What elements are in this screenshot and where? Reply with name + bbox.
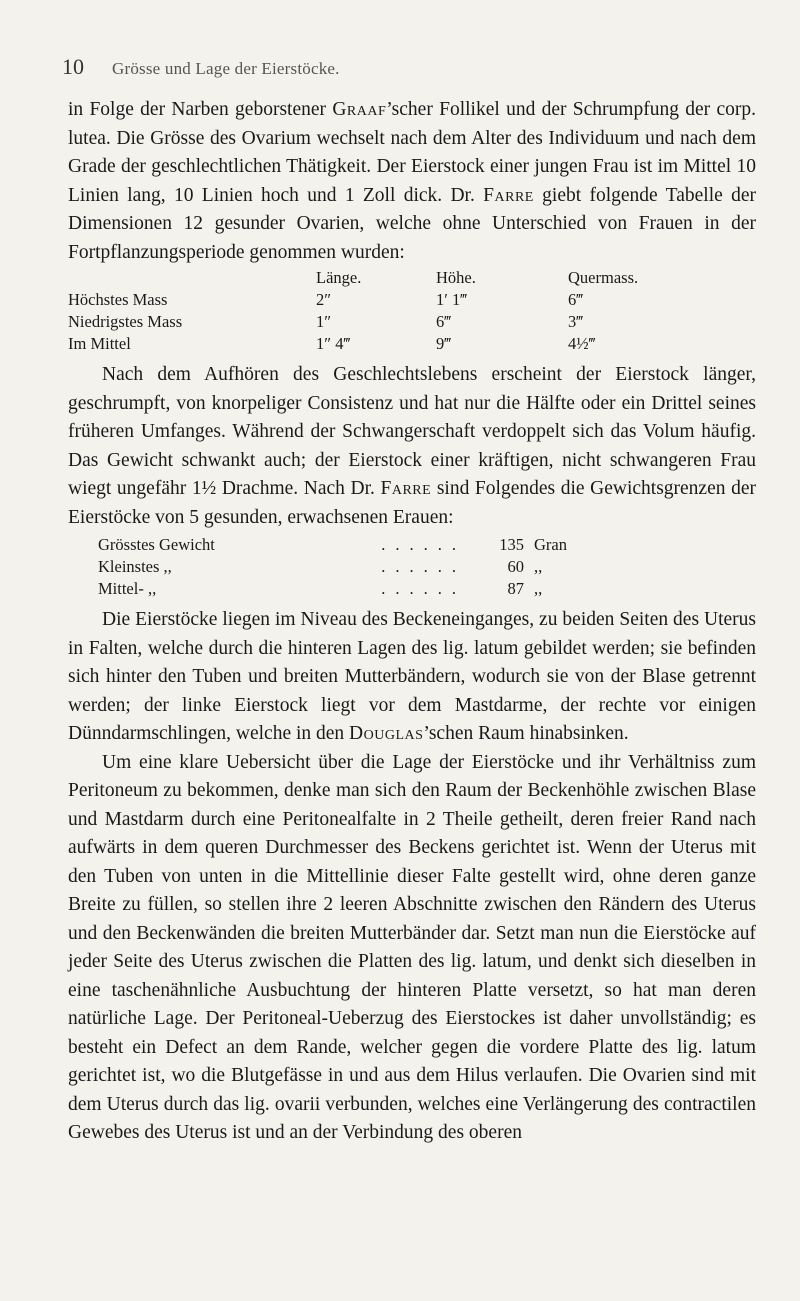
- table-row: [98, 578, 594, 600]
- page-number: 10: [62, 54, 84, 79]
- author-name-graaf: Graaf: [332, 99, 387, 120]
- row-label: Kleinstes ,,: [98, 557, 172, 576]
- table-row: [68, 333, 648, 355]
- table-row: [98, 556, 594, 578]
- row-label: Mittel- ,,: [98, 579, 157, 598]
- weight-unit: Gran: [534, 535, 567, 554]
- leader-dots: ......: [381, 557, 466, 576]
- cell-hoehe: 6‴: [436, 312, 452, 331]
- weight-value: 135: [499, 535, 524, 554]
- paragraph-3: Die Eierstöcke liegen im Niveau des Beckeneinganges, zu beiden Seiten des Uterus in Falten, welche durch die hinteren Lagen des lig. latum gebildet werden; sie befinden sich hinter den Tuben und breiten Mutterbändern, wodurch sie von der Blase getrennt werden; der linke Eierstock liegt vor dem Mastdarme, der rechte vor einigen Dünndarmschlingen, welche in den Douglas’schen Raum hinabsinken.: [68, 609, 756, 744]
- cell-laenge: 1″ 4‴: [316, 334, 351, 353]
- leader-dots: ......: [381, 579, 466, 598]
- cell-quermass: 6‴: [568, 290, 584, 309]
- page-header: [62, 54, 752, 80]
- author-name-farre: Farre: [380, 478, 432, 499]
- running-title: Grösse und Lage der Eierstöcke.: [112, 59, 340, 78]
- weight-value: 87: [507, 579, 524, 598]
- row-label: Im Mittel: [68, 334, 131, 353]
- paragraph-4: Um eine klare Uebersicht über die Lage der Eierstöcke und ihr Verhältniss zum Peritoneum zu bekommen, denke man sich den Raum der Beckenhöhle zwischen Blase und Mastdarm durch eine Peritonealfalte in 2 Theile getheilt, deren freier Rand nach aufwärts in dem queren Durchmesser des Beckens gerichtet ist. Wenn der Uterus mit den Tuben von unten in die Mittellinie dieser Falte gestellt wird, ohne deren ganze Breite zu füllen, so stellen ihre 2 leeren Abschnitte zwischen den Rändern des Uterus und den Beckenwänden die breiten Mutterbänder dar. Setzt man nun die Eierstöcke auf jeder Seite des Uterus zwischen die Platten des lig. latum, und denkt sich dieselben in eine taschenähnliche Ausbuchtung der hinteren Platte versetzt, so hat man deren natürliche Lage. Der Peritoneal-Ueberzug des Eierstockes ist daher unvollständig; es besteht ein Defect an dem Rande, welcher gegen die vordere Platte des lig. latum gerichtet ist, wo die Blutgefässe in und aus dem Hilus verlaufen. Die Ovarien sind mit dem Uterus durch das lig. ovarii verbunden, welches eine Verlängerung des contractilen Gewebes des Uterus ist und an der Verbindung des oberen: [68, 751, 756, 1143]
- author-name-farre: Farre: [483, 184, 534, 206]
- table-row: [68, 289, 648, 311]
- row-label: Niedrigstes Mass: [68, 312, 183, 331]
- header-quermass: Quermass.: [568, 268, 639, 287]
- paragraph-2: Nach dem Aufhören des Geschlechtslebens erscheint der Eierstock länger, geschrumpft, von knorpeliger Consistenz und hat nur die Hälfte oder ein Drittel seines früheren Umfanges. Während der Schwangerschaft verdoppelt sich das Volum häufig. Das Gewicht schwankt auch; der Eierstock einer kräftigen, nicht schwangeren Frau wiegt ungefähr 1½ Drachme. Nach Dr. Farre sind Folgendes die Gewichtsgrenzen der Eierstöcke von 5 gesunden, erwachsenen Erauen:: [68, 364, 756, 528]
- leader-dots: ......: [381, 535, 466, 554]
- weights-table: [98, 534, 594, 600]
- cell-hoehe: 1′ 1‴: [436, 290, 468, 309]
- table-row: [68, 311, 648, 333]
- weight-value: 60: [507, 557, 524, 576]
- paragraph-1: in Folge der Narben geborstener Graaf’scher Follikel und der Schrumpfung der corp. lutea. Die Grösse des Ovarium wechselt nach dem Alter des Individuum und nach dem Grade der geschlechtlichen Thätigkeit. Der Eierstock einer jungen Frau ist im Mittel 10 Linien lang, 10 Linien hoch und 1 Zoll dick. Dr. Farre giebt folgende Tabelle der Dimensionen 12 gesunder Ovarien, welche ohne Unterschied von Frauen in der Fortpflanzungsperiode genommen wurden:: [68, 99, 756, 263]
- body-text: [68, 96, 756, 1148]
- author-name-douglas: Douglas: [349, 723, 424, 744]
- cell-quermass: 4½‴: [568, 334, 596, 353]
- row-label: Höchstes Mass: [68, 290, 168, 309]
- table-row: [98, 534, 594, 556]
- cell-hoehe: 9‴: [436, 334, 452, 353]
- cell-laenge: 1″: [316, 312, 332, 331]
- dimensions-table: [68, 267, 648, 355]
- cell-quermass: 3‴: [568, 312, 584, 331]
- cell-laenge: 2″: [316, 290, 332, 309]
- weight-unit: ,,: [534, 557, 543, 576]
- dimensions-table-header: [68, 267, 648, 289]
- header-hoehe: Höhe.: [436, 268, 476, 287]
- weight-unit: ,,: [534, 579, 543, 598]
- header-laenge: Länge.: [316, 268, 362, 287]
- row-label: Grösstes Gewicht: [98, 535, 215, 554]
